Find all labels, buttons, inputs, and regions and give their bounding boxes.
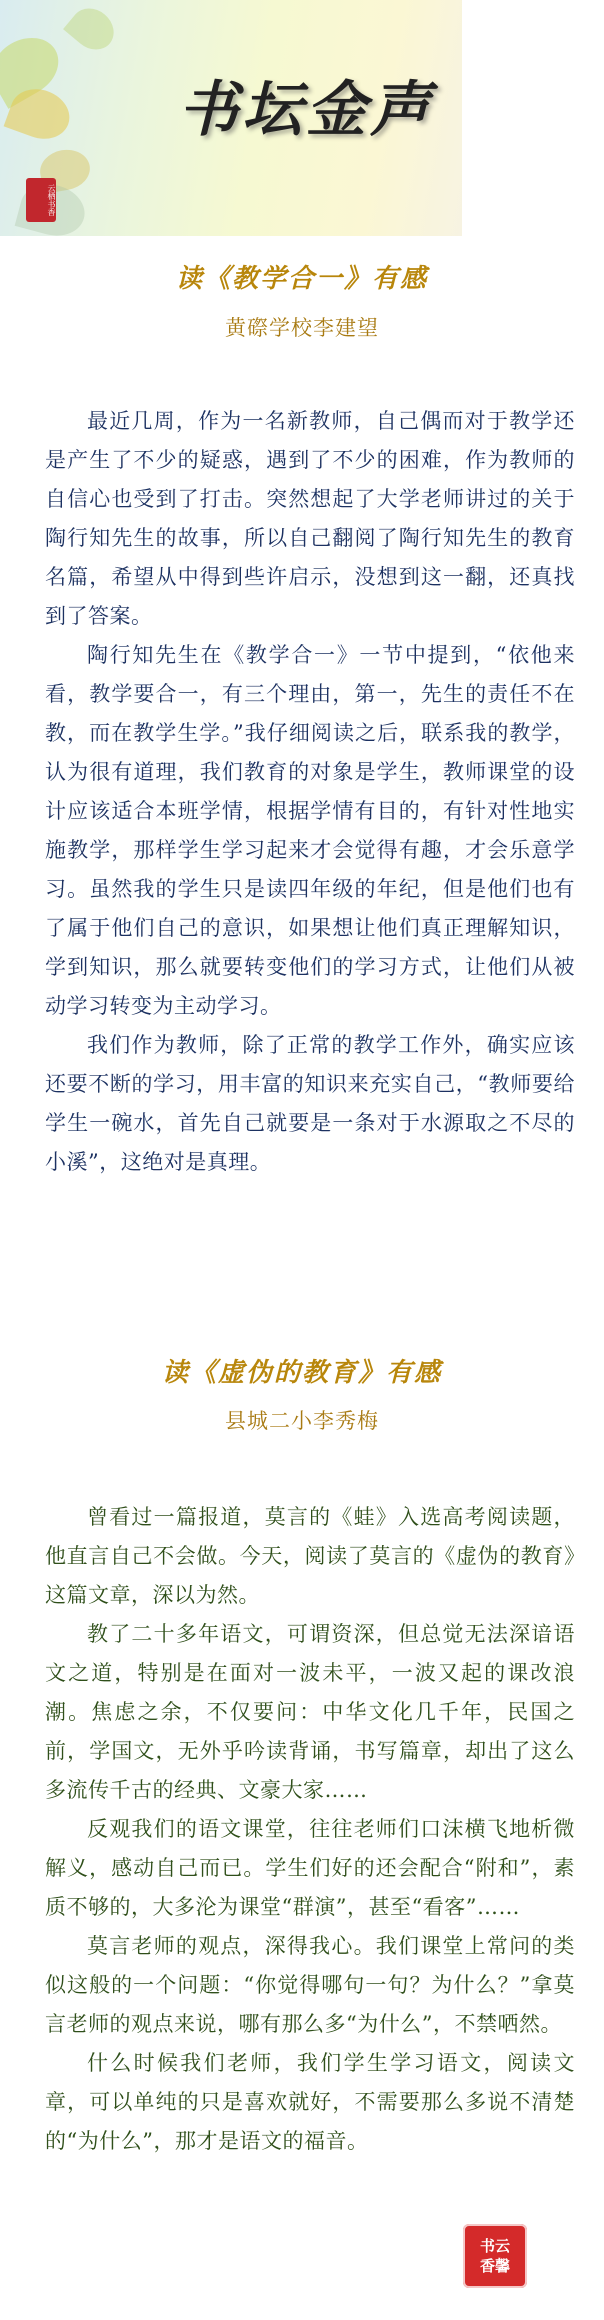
banner-seal: 云栖书香 (26, 178, 56, 222)
leaf-decoration (63, 0, 122, 58)
paragraph: 曾看过一篇报道，莫言的《蛙》入选高考阅读题，他直言自己不会做。今天，阅读了莫言的《虚伪的教育》这篇文章，深以为然。 (45, 1505, 575, 1607)
banner-title: 书坛金声 (178, 75, 434, 145)
article-2-author: 县城二小李秀梅 (225, 1409, 379, 1433)
paragraph: 教了二十多年语文，可谓资深，但总觉无法深谙语文之道，特别是在面对一波未平，一波又起的课改浪潮。焦虑之余，不仅要问：中华文化几千年，民国之前，学国文，无外乎吟读背诵，书写篇章，却出了这么多流传千古的经典、文豪大家…… (45, 1622, 575, 1802)
paragraph: 我们作为教师，除了正常的教学工作外，确实应该还要不断的学习，用丰富的知识来充实自己，“教师要给学生一碗水，首先自己就要是一条对于水源取之不尽的小溪”，这绝对是真理。 (45, 1033, 575, 1174)
footer-seal (463, 2224, 527, 2288)
article-2-title: 读《虚伪的教育》有感 (161, 1358, 442, 1388)
paragraph: 什么时候我们老师，我们学生学习语文，阅读文章，可以单纯的只是喜欢就好，不需要那么多说不清楚的“为什么”，那才是语文的福音。 (45, 2051, 575, 2153)
seal-line: 香馨 (479, 2257, 510, 2275)
article-1-body (45, 402, 575, 1182)
article-1-author: 黄磜学校李建望 (225, 316, 379, 340)
paragraph: 莫言老师的观点，深得我心。我们课堂上常问的类似这般的一个问题：“你觉得哪句一句？为什么？”拿莫言老师的观点来说，哪有那么多“为什么”，不禁哂然。 (45, 1934, 575, 2036)
paragraph: 陶行知先生在《教学合一》一节中提到，“依他来看，教学要合一，有三个理由，第一，先生的责任不在教，而在教学生学。”我仔细阅读之后，联系我的教学，认为很有道理，我们教育的对象是学生，教师课堂的设计应该适合本班学情，根据学情有目的，有针对性地实施教学，那样学生学习起来才会觉得有趣，才会乐意学习。虽然我的学生只是读四年级的年纪，但是他们也有了属于他们自己的意识，如果想让他们真正理解知识，学到知识，那么就要转变他们的学习方式，让他们从被动学习转变为主动学习。 (45, 643, 575, 1018)
seal-line: 书云 (479, 2237, 510, 2255)
article-1-title: 读《教学合一》有感 (175, 264, 428, 294)
article-2-body (45, 1498, 575, 2161)
paragraph: 最近几周，作为一名新教师，自己偶而对于教学还是产生了不少的疑惑，遇到了不少的困难，作为教师的自信心也受到了打击。突然想起了大学老师讲过的关于陶行知先生的故事，所以自己翻阅了陶行知先生的教育名篇，希望从中得到些许启示，没想到这一翻，还真找到了答案。 (45, 409, 575, 628)
header-banner (0, 0, 462, 236)
paragraph: 反观我们的语文课堂，往往老师们口沫横飞地析微解义，感动自己而已。学生们好的还会配合“附和”，素质不够的，大多沦为课堂“群演”，甚至“看客”…… (45, 1817, 575, 1919)
